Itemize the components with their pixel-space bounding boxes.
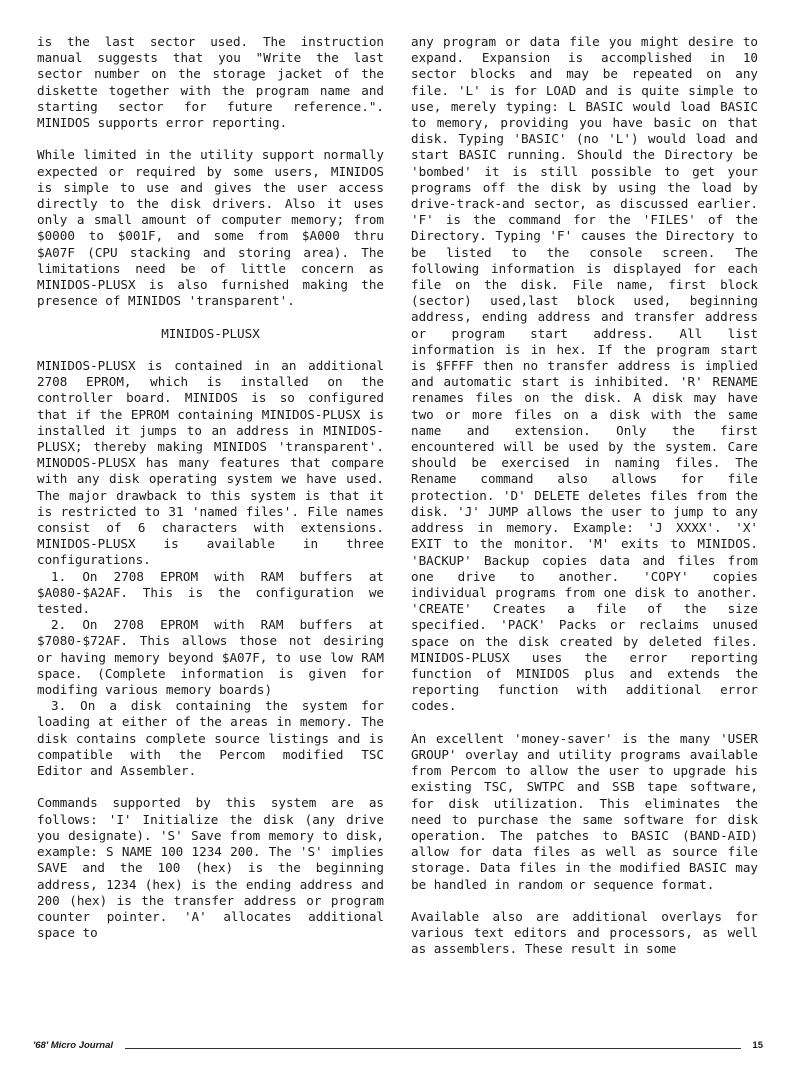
right-column <box>411 34 758 974</box>
paragraph: An excellent 'money-saver' is the many 'USER GROUP' overlay and utility programs available from Percom to allow the user to upgrade his existing TSC, SWTPC and SSB tape software, for disk utilization. This eliminates the need to purchase the same software for disk operation. The patches to BASIC (BAND-AID) allow for data files as well as source file storage. Data files in the modified BASIC may be handled in random or sequence format. <box>411 730 758 892</box>
paragraph: While limited in the utility support normally expected or required by some users, MINIDOS is simple to use and gives the user access directly to the disk drivers. Also it uses only a small amount of computer memory; from $0000 to $001F, and some from $A000 thru $A07F (CPU stacking and storing area). The limitations need be of little concern as MINIDOS-PLUSX is also furnished making the presence of MINIDOS 'transparent'. <box>37 147 384 309</box>
section-heading: MINIDOS-PLUSX <box>161 325 260 341</box>
paragraph: Commands supported by this system are as follows: 'I' Initialize the disk (any drive you designate). 'S' Save from memory to disk, example: S NAME 100 1234 200. The 'S' implies SAVE and the 100 (hex) is the beginning address, 1234 (hex) is the ending address and 200 (hex) is the transfer address or program counter pointer. 'A' allocates additional space to <box>37 795 384 941</box>
paragraph: Available also are additional overlays for various text editors and processors, as well as assemblers. These result in some <box>411 908 758 957</box>
paragraph: is the last sector used. The instruction manual suggests that you "Write the last sector number on the storage jacket of the diskette together with the program name and starting sector for future reference.". MINIDOS supports error reporting. <box>37 34 384 131</box>
paragraph: any program or data file you might desire to expand. Expansion is accomplished in 10 sector blocks and may be repeated on any file. 'L' is for LOAD and is quite simple to use, merely typing: L BASIC would load BASIC to memory, providing you have basic on that disk. Typing 'BASIC' (no 'L') would load and start BASIC running. Should the Directory be 'bombed' it is still possible to get your programs off the disk by using the load by drive-track-and sector, as discussed earlier. 'F' is the command for the 'FILES' of the Directory. Typing 'F' causes the Directory to be listed to the console screen. The following information is displayed for each file on the disk. File name, first block (sector) used,last block used, beginning address, ending address and transfer address or program start address. All list information is in hex. If the program start is $FFFF then no transfer address is implied and automatic start is inhibited. 'R' RENAME renames files on the disk. A disk may have two or more files on a disk with the same name and extension. Only the first encountered will be used by the system. Care should be exercised in naming files. The Rename command also allows for file protection. 'D' DELETE deletes files from the disk. 'J' JUMP allows the user to jump to any address in memory. Example: 'J XXXX'. 'X' EXIT to the monitor. 'M' exits to MINIDOS. 'BACKUP' Backup copies data and files from one drive to another. 'COPY' copies individual programs from one disk to another. 'CREATE' Creates a file of the size specified. 'PACK' Packs or reclaims unused space on the disk created by deleted files. MINIDOS-PLUSX uses the error reporting function of MINIDOS plus and extends the reporting function with additional error codes. <box>411 34 758 714</box>
list-item: 2. On 2708 EPROM with RAM buffers at $7080-$72AF. This allows those not desiring or having memory beyond $A07F, to use low RAM space. (Complete information is given for modifing various memory boards) <box>37 617 384 698</box>
left-column <box>37 34 384 958</box>
list-item: 3. On a disk containing the system for loading at either of the areas in memory. The disk contains complete source listings and is compatible with the Percom modified TSC Editor and Assembler. <box>37 698 384 779</box>
paragraph: MINIDOS-PLUSX is contained in an additional 2708 EPROM, which is installed on the controller board. MINIDOS is so configured that if the EPROM containing MINIDOS-PLUSX is installed it jumps to an address in MINIDOS-PLUSX; thereby making MINIDOS 'transparent'. MINODOS-PLUSX has many features that compare with any disk operating system we have used. The major drawback to this system is that it is restricted to 31 'named files'. File names consist of 6 characters with extensions. MINIDOS-PLUSX is available in three configurations. <box>37 358 384 568</box>
footer-rule <box>125 1048 741 1049</box>
publication-name: '68' Micro Journal <box>33 1040 114 1051</box>
list-item: 1. On 2708 EPROM with RAM buffers at $A080-$A2AF. This is the configuration we tested. <box>37 568 384 617</box>
page-number: 15 <box>752 1040 763 1051</box>
page-footer <box>33 1040 763 1054</box>
